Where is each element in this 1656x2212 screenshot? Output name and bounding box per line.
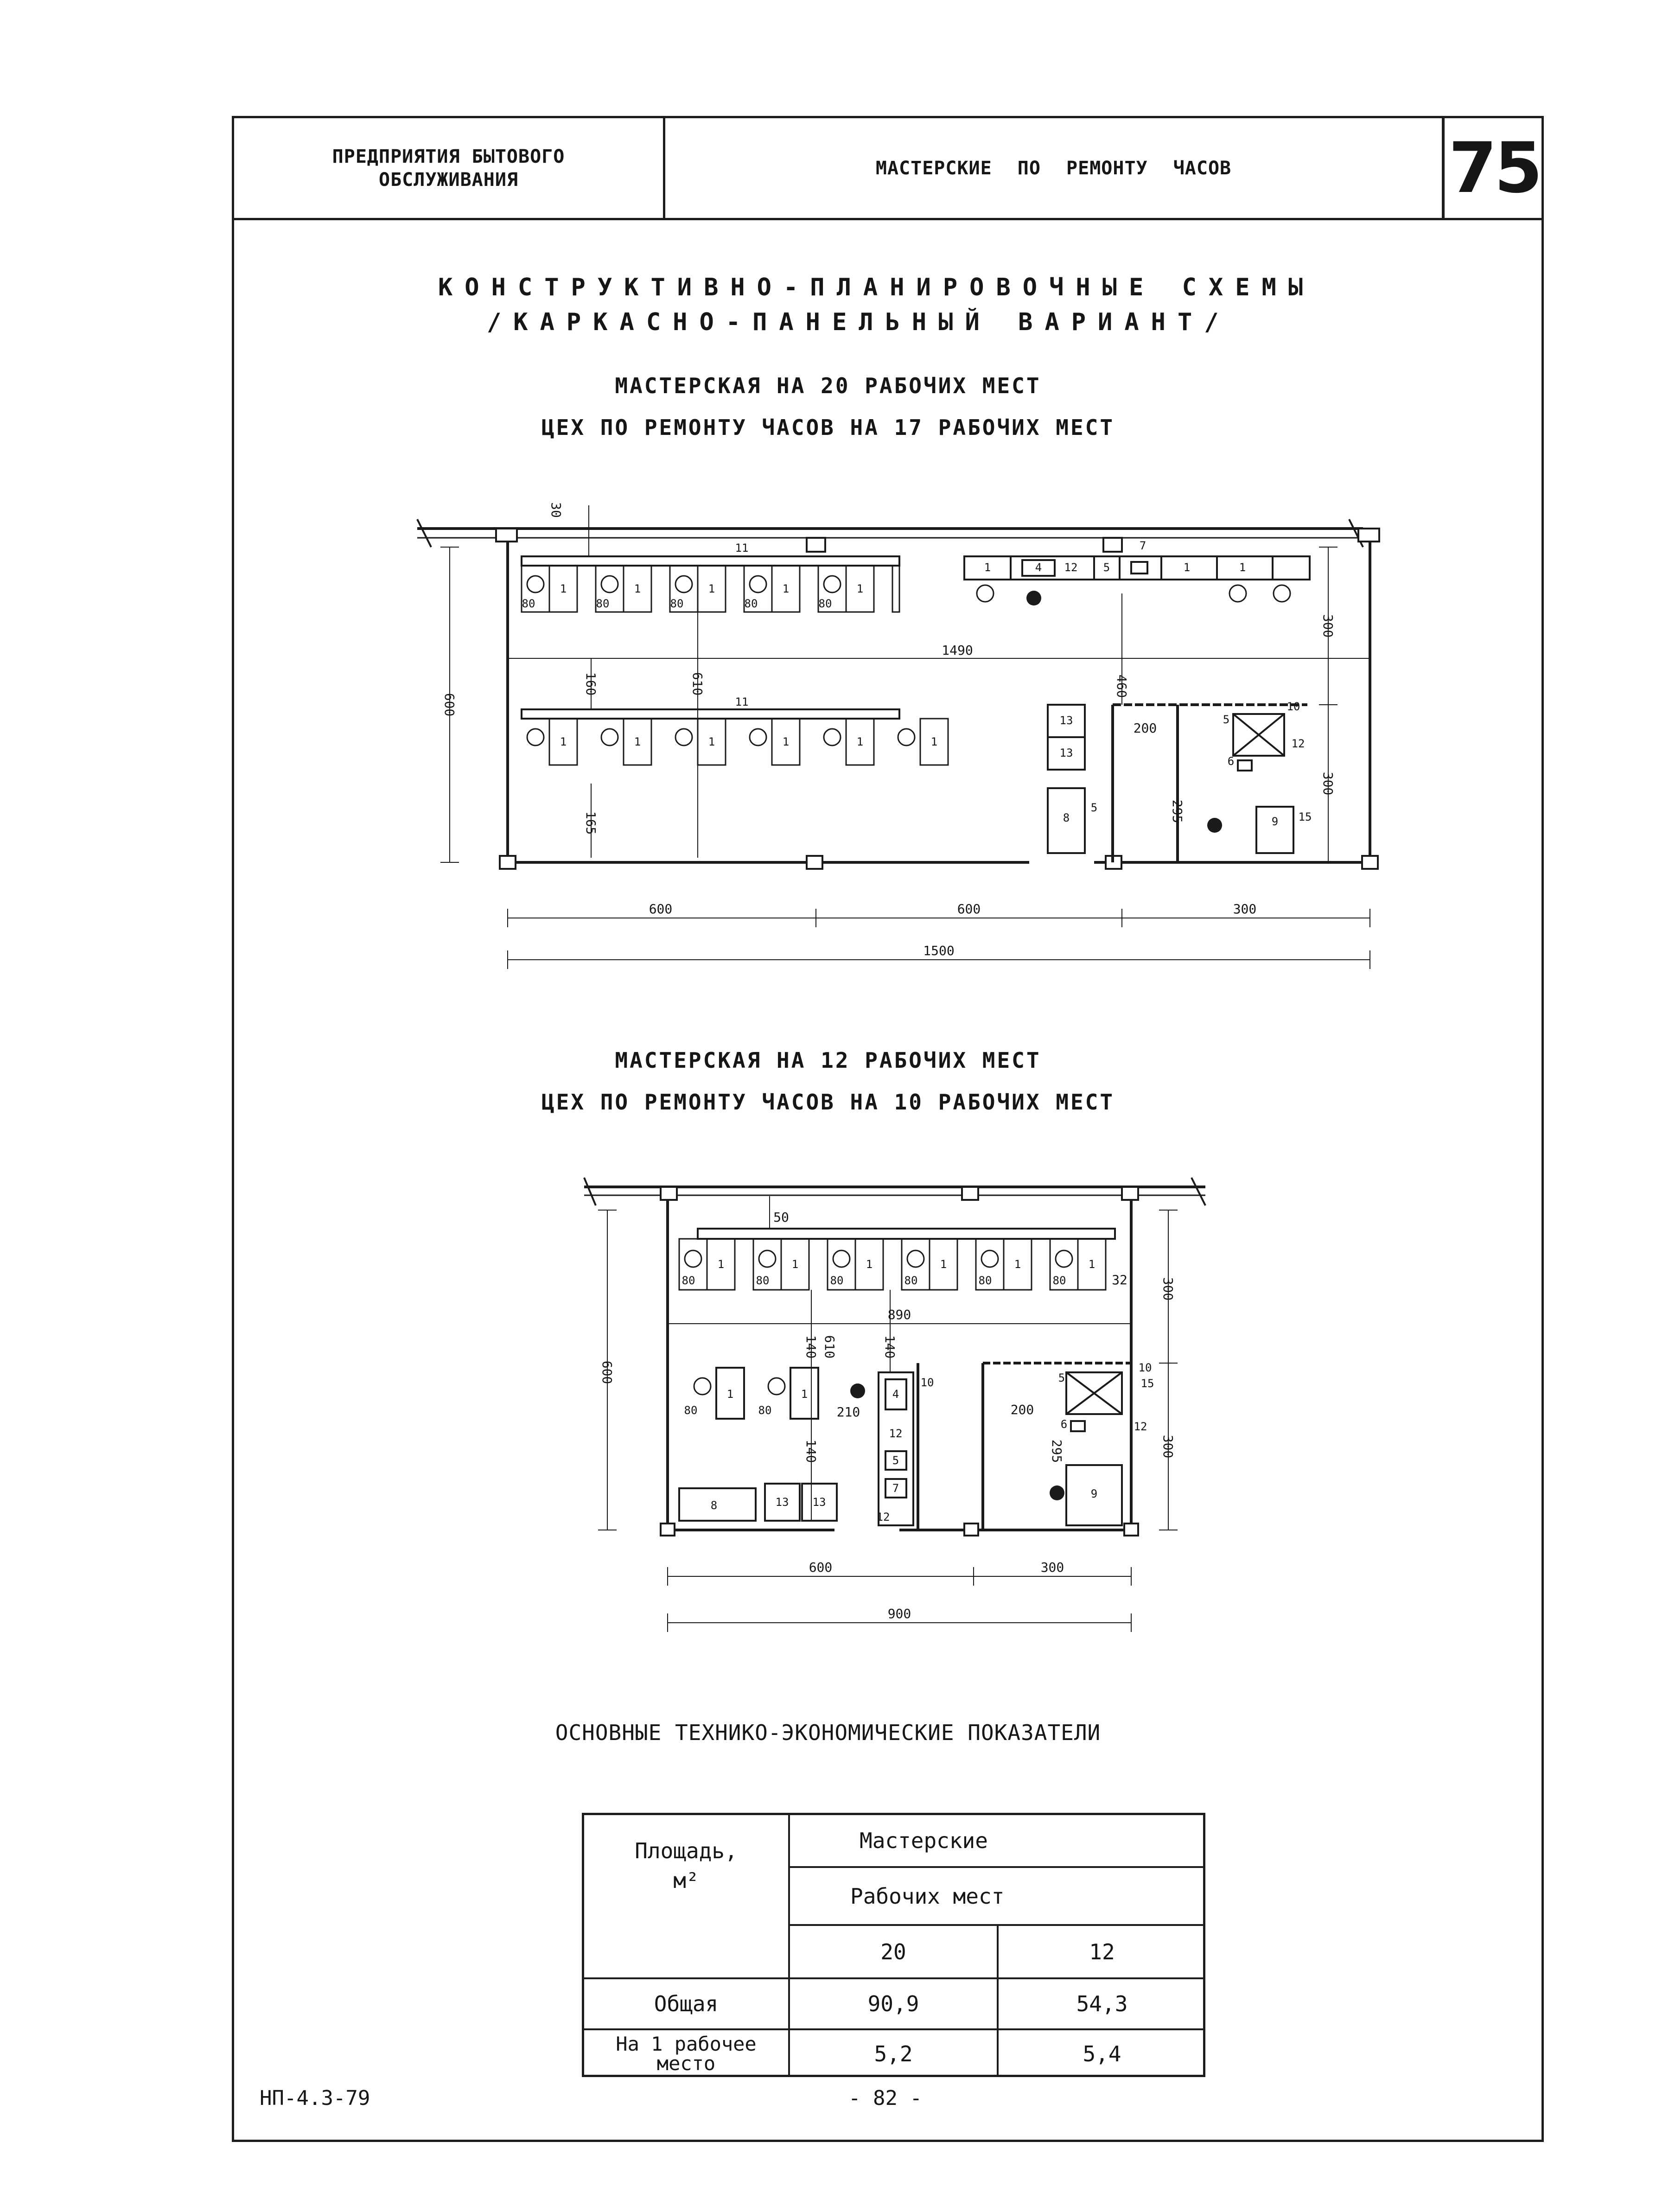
svg-text:1: 1 xyxy=(634,582,641,595)
svg-text:5: 5 xyxy=(1058,1371,1065,1384)
svg-text:1: 1 xyxy=(560,582,567,595)
plan1-drawing xyxy=(408,491,1382,978)
svg-text:13: 13 xyxy=(1059,714,1073,727)
svg-text:11: 11 xyxy=(735,542,749,555)
plan1-dim-1490: 1490 xyxy=(942,643,973,658)
svg-text:80: 80 xyxy=(830,1274,844,1287)
svg-text:1: 1 xyxy=(801,1388,808,1401)
svg-text:13: 13 xyxy=(775,1496,789,1509)
svg-text:1: 1 xyxy=(708,735,715,748)
indicators-title: ОСНОВНЫЕ ТЕХНИКО-ЭКОНОМИЧЕСКИЕ ПОКАЗАТЕЛИ xyxy=(555,1720,1101,1745)
svg-text:15: 15 xyxy=(1140,1377,1154,1390)
plan2-dim-210: 210 xyxy=(836,1404,860,1420)
svg-text:9: 9 xyxy=(1271,815,1279,828)
plan1-dim-bottom-c: 300 xyxy=(1233,901,1257,917)
svg-text:1: 1 xyxy=(1239,561,1246,574)
svg-text:5: 5 xyxy=(1103,561,1110,574)
svg-text:6: 6 xyxy=(1227,755,1235,768)
svg-text:1: 1 xyxy=(634,735,641,748)
plan1-dim-200: 200 xyxy=(1133,720,1157,736)
plan1-dim-600-left: 600 xyxy=(442,693,457,717)
plan2-dim-140b: 140 xyxy=(882,1335,898,1359)
plan1-dim-bottom-a: 600 xyxy=(649,901,673,917)
plan2-dim-295: 295 xyxy=(1049,1439,1064,1463)
table-head-area-label: Площадь, xyxy=(635,1838,738,1863)
svg-text:80: 80 xyxy=(682,1274,695,1287)
svg-text:7: 7 xyxy=(1139,539,1146,552)
svg-text:1: 1 xyxy=(940,1258,947,1271)
plan1-dim-295: 295 xyxy=(1170,799,1185,823)
plan2-dim-200: 200 xyxy=(1010,1402,1034,1417)
svg-text:10: 10 xyxy=(1287,700,1300,713)
svg-text:1: 1 xyxy=(856,735,864,748)
table-cell-per-place-20: 5,2 xyxy=(874,2041,913,2066)
svg-text:6: 6 xyxy=(1060,1418,1068,1431)
table-cell-total-12: 54,3 xyxy=(1076,1991,1128,2016)
svg-text:7: 7 xyxy=(892,1482,899,1495)
plan1-dim-bottom-b: 600 xyxy=(957,901,981,917)
svg-text:80: 80 xyxy=(670,597,684,610)
svg-text:1: 1 xyxy=(708,582,715,595)
svg-text:80: 80 xyxy=(744,597,758,610)
table-head-area-unit: м² xyxy=(673,1868,699,1893)
plan2-subtitle: ЦЕХ ПО РЕМОНТУ ЧАСОВ НА 10 РАБОЧИХ МЕСТ xyxy=(541,1090,1115,1115)
table-head-workplaces: Рабочих мест xyxy=(850,1883,1005,1909)
svg-text:1: 1 xyxy=(782,735,790,748)
svg-text:1: 1 xyxy=(1088,1258,1096,1271)
svg-text:8: 8 xyxy=(710,1499,718,1512)
svg-text:15: 15 xyxy=(1298,810,1312,823)
table-col-12: 12 xyxy=(1089,1939,1115,1964)
plan2-dim-140a: 140 xyxy=(803,1335,819,1359)
svg-text:4: 4 xyxy=(1035,561,1042,574)
sheet-number: 75 xyxy=(1448,127,1540,209)
table-col-20: 20 xyxy=(880,1939,906,1964)
svg-text:12: 12 xyxy=(876,1511,890,1524)
plan2-dim-bottom-b: 300 xyxy=(1040,1560,1064,1575)
svg-text:80: 80 xyxy=(758,1404,772,1417)
svg-text:80: 80 xyxy=(684,1404,698,1417)
table-cell-per-place-12: 5,4 xyxy=(1083,2041,1121,2066)
svg-text:1: 1 xyxy=(856,582,864,595)
svg-text:80: 80 xyxy=(904,1274,918,1287)
svg-text:11: 11 xyxy=(735,695,749,708)
plan1-dim-460: 460 xyxy=(1114,674,1129,698)
table-head-workshops: Мастерские xyxy=(860,1828,988,1853)
plan2-dim-total: 900 xyxy=(887,1606,911,1621)
plan1-dim-610: 610 xyxy=(690,672,705,696)
plan1-subtitle: ЦЕХ ПО РЕМОНТУ ЧАСОВ НА 17 РАБОЧИХ МЕСТ xyxy=(541,415,1115,440)
svg-text:5: 5 xyxy=(1090,801,1098,814)
header-org: ПРЕДПРИЯТИЯ БЫТОВОГО ОБСЛУЖИВАНИЯ xyxy=(332,146,565,191)
svg-text:80: 80 xyxy=(978,1274,992,1287)
plan1-dim-30: 30 xyxy=(548,502,564,518)
svg-text:12: 12 xyxy=(1291,737,1305,750)
svg-text:13: 13 xyxy=(1059,746,1073,759)
svg-text:1: 1 xyxy=(930,735,938,748)
svg-text:8: 8 xyxy=(1063,811,1070,824)
svg-text:1: 1 xyxy=(717,1258,725,1271)
header-topic: МАСТЕРСКИЕ ПО РЕМОНТУ ЧАСОВ xyxy=(875,157,1232,179)
plan2-dim-bottom-a: 600 xyxy=(809,1560,833,1575)
plan2-dim-300a: 300 xyxy=(1160,1277,1176,1301)
table-head-area xyxy=(584,1815,788,1977)
plan2-dim-600-left: 600 xyxy=(599,1360,615,1384)
plan2-dim-890: 890 xyxy=(887,1307,911,1322)
svg-text:10: 10 xyxy=(920,1376,934,1389)
svg-text:12: 12 xyxy=(889,1427,903,1440)
plan2-dim-140c: 140 xyxy=(803,1439,819,1463)
svg-text:10: 10 xyxy=(1138,1361,1152,1374)
svg-text:1: 1 xyxy=(560,735,567,748)
plan1-dim-165: 165 xyxy=(583,811,599,835)
svg-text:80: 80 xyxy=(1052,1274,1066,1287)
svg-text:5: 5 xyxy=(1223,713,1230,726)
plan2-dim-50: 50 xyxy=(773,1210,789,1225)
svg-text:9: 9 xyxy=(1090,1487,1098,1500)
table-row-label-per-place: На 1 рабочее место xyxy=(616,2032,757,2075)
plan1-dim-300-right2: 300 xyxy=(1320,771,1336,796)
svg-text:1: 1 xyxy=(726,1388,734,1401)
plan1-dim-300-right: 300 xyxy=(1320,614,1336,638)
svg-text:80: 80 xyxy=(756,1274,770,1287)
svg-text:1: 1 xyxy=(782,582,790,595)
svg-text:13: 13 xyxy=(812,1496,826,1509)
document-code: НП-4.3-79 xyxy=(260,2086,370,2110)
svg-text:1: 1 xyxy=(1014,1258,1021,1271)
svg-text:80: 80 xyxy=(522,597,535,610)
svg-text:4: 4 xyxy=(892,1388,899,1401)
table-row-label-total: Общая xyxy=(654,1991,719,2016)
plan2-dim-32: 32 xyxy=(1112,1272,1127,1288)
plan1-dim-160: 160 xyxy=(583,672,599,696)
svg-text:12: 12 xyxy=(1064,561,1078,574)
page-number: - 82 - xyxy=(848,2086,922,2110)
svg-text:80: 80 xyxy=(596,597,610,610)
plan2-dim-300b: 300 xyxy=(1160,1434,1176,1459)
plan1-title: МАСТЕРСКАЯ НА 20 РАБОЧИХ МЕСТ xyxy=(615,373,1041,398)
plan2-drawing xyxy=(575,1168,1224,1641)
plan2-dim-610: 610 xyxy=(822,1335,837,1359)
table-cell-total-20: 90,9 xyxy=(867,1991,919,2016)
svg-text:1: 1 xyxy=(1183,561,1191,574)
svg-text:5: 5 xyxy=(892,1454,899,1467)
svg-text:80: 80 xyxy=(818,597,832,610)
plan2-title: МАСТЕРСКАЯ НА 12 РАБОЧИХ МЕСТ xyxy=(615,1048,1041,1073)
svg-text:1: 1 xyxy=(866,1258,873,1271)
main-title-line1: КОНСТРУКТИВНО-ПЛАНИРОВОЧНЫЕ СХЕМЫ xyxy=(438,274,1315,301)
main-title-line2: /КАРКАСНО-ПАНЕЛЬНЫЙ ВАРИАНТ/ xyxy=(487,308,1231,336)
svg-text:1: 1 xyxy=(791,1258,799,1271)
plan1-dim-total: 1500 xyxy=(923,943,955,958)
svg-text:12: 12 xyxy=(1134,1420,1147,1433)
svg-text:1: 1 xyxy=(984,561,991,574)
